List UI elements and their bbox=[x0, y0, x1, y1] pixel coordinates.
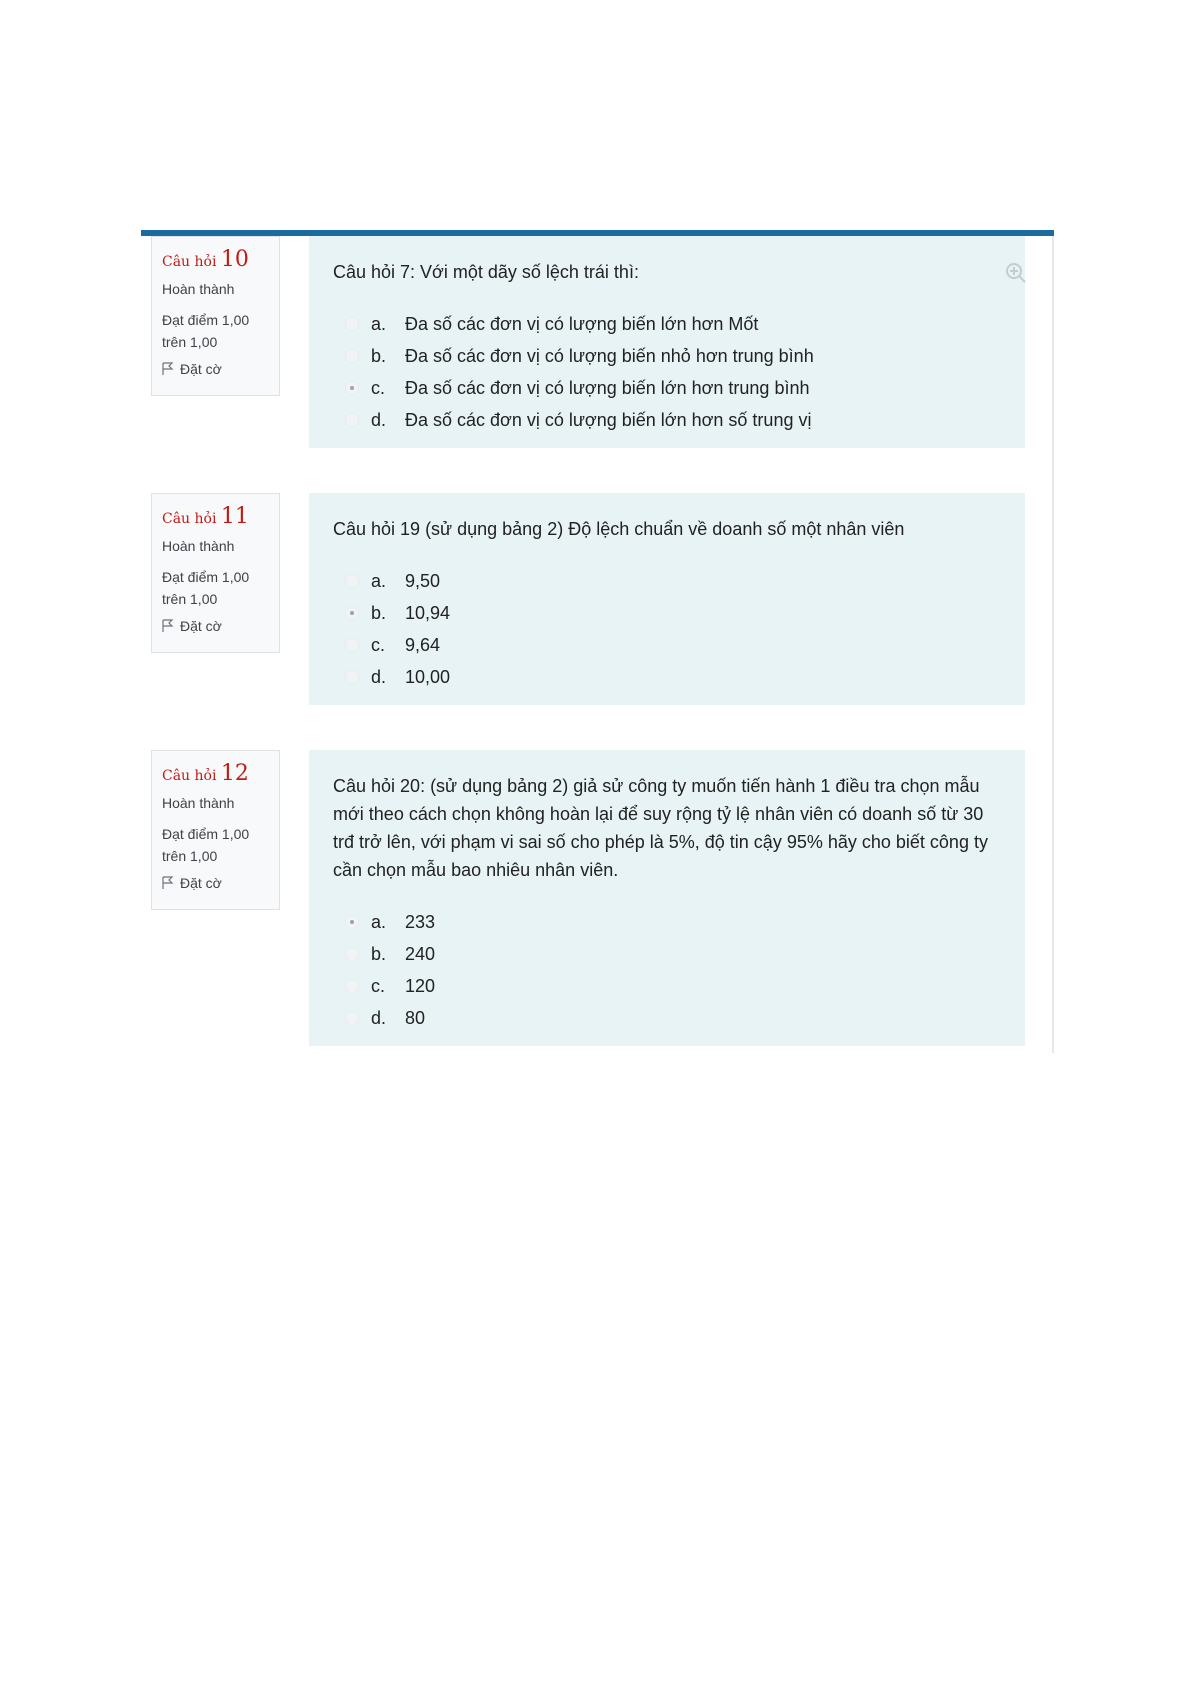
option-letter: d. bbox=[371, 1007, 387, 1028]
radio-button[interactable] bbox=[345, 349, 359, 363]
flag-label: Đặt cờ bbox=[180, 618, 222, 634]
option-text: Đa số các đơn vị có lượng biến lớn hơn trung bình bbox=[405, 377, 810, 398]
question-number-label: Câu hỏi bbox=[162, 254, 217, 270]
radio-button[interactable] bbox=[345, 574, 359, 588]
answer-option-b[interactable] bbox=[333, 340, 1005, 372]
option-text: 120 bbox=[405, 975, 436, 996]
answer-list bbox=[333, 308, 1005, 436]
grade-line-2: trên 1,00 bbox=[162, 591, 218, 607]
option-text: Đa số các đơn vị có lượng biến lớn hơn số trung vị bbox=[405, 409, 812, 430]
flag-question-button[interactable] bbox=[162, 359, 269, 379]
question-number bbox=[162, 761, 269, 789]
question-number bbox=[162, 504, 269, 532]
answer-option-a[interactable] bbox=[333, 308, 1005, 340]
flag-icon bbox=[162, 619, 174, 633]
question-number bbox=[162, 247, 269, 275]
question-grade bbox=[162, 566, 269, 610]
answer-option-d[interactable] bbox=[333, 404, 1005, 436]
answer-option-d[interactable] bbox=[333, 661, 1005, 693]
radio-button[interactable] bbox=[345, 1011, 359, 1025]
option-text: 9,50 bbox=[405, 570, 441, 591]
question-number-value: 12 bbox=[220, 761, 249, 786]
option-text: Đa số các đơn vị có lượng biến lớn hơn Mốt bbox=[405, 313, 759, 334]
option-text: 10,94 bbox=[405, 602, 451, 623]
question-number-value: 11 bbox=[220, 504, 249, 529]
option-letter: b. bbox=[371, 602, 387, 623]
question-number-label: Câu hỏi bbox=[162, 768, 217, 784]
question-grade bbox=[162, 309, 269, 353]
radio-button[interactable] bbox=[345, 979, 359, 993]
answer-option-c[interactable] bbox=[333, 372, 1005, 404]
question-state: Hoàn thành bbox=[162, 281, 235, 297]
option-letter: b. bbox=[371, 345, 387, 366]
answer-list bbox=[333, 906, 1005, 1034]
quiz-screenshot bbox=[141, 230, 1054, 1053]
question-content bbox=[309, 493, 1025, 705]
answer-list bbox=[333, 565, 1005, 693]
flag-icon bbox=[162, 362, 174, 376]
question-info bbox=[151, 750, 280, 910]
answer-option-b[interactable] bbox=[333, 597, 1005, 629]
option-letter: c. bbox=[371, 975, 386, 996]
option-letter: c. bbox=[371, 377, 386, 398]
flag-question-button[interactable] bbox=[162, 873, 269, 893]
radio-button-selected[interactable] bbox=[345, 915, 359, 929]
grade-line-1: Đạt điểm 1,00 bbox=[162, 826, 250, 842]
option-letter: a. bbox=[371, 570, 387, 591]
option-letter: a. bbox=[371, 313, 387, 334]
answer-option-c[interactable] bbox=[333, 629, 1005, 661]
answer-option-c[interactable] bbox=[333, 970, 1005, 1002]
grade-line-2: trên 1,00 bbox=[162, 848, 218, 864]
question-number-label: Câu hỏi bbox=[162, 511, 217, 527]
option-letter: d. bbox=[371, 409, 387, 430]
grade-line-1: Đạt điểm 1,00 bbox=[162, 569, 250, 585]
option-letter: d. bbox=[371, 666, 387, 687]
radio-button-selected[interactable] bbox=[345, 381, 359, 395]
option-text: 80 bbox=[405, 1007, 426, 1028]
grade-line-2: trên 1,00 bbox=[162, 334, 218, 350]
answer-option-a[interactable] bbox=[333, 906, 1005, 938]
radio-button-selected[interactable] bbox=[345, 606, 359, 620]
option-text: 9,64 bbox=[405, 634, 441, 655]
option-text: 10,00 bbox=[405, 666, 451, 687]
flag-question-button[interactable] bbox=[162, 616, 269, 636]
question-state: Hoàn thành bbox=[162, 795, 235, 811]
option-letter: b. bbox=[371, 943, 387, 964]
option-text: Đa số các đơn vị có lượng biến nhỏ hơn trung bình bbox=[405, 345, 814, 366]
zoom-icon[interactable] bbox=[1005, 262, 1027, 284]
option-text: 233 bbox=[405, 911, 436, 932]
option-letter: c. bbox=[371, 634, 386, 655]
question-text: Câu hỏi 19 (sử dụng bảng 2) Độ lệch chuẩn về doanh số một nhân viên bbox=[333, 519, 905, 539]
answer-option-a[interactable] bbox=[333, 565, 1005, 597]
flag-label: Đặt cờ bbox=[180, 875, 222, 891]
question-state: Hoàn thành bbox=[162, 538, 235, 554]
option-text: 240 bbox=[405, 943, 436, 964]
question-grade bbox=[162, 823, 269, 867]
radio-button[interactable] bbox=[345, 638, 359, 652]
question-text: Câu hỏi 20: (sử dụng bảng 2) giả sử công ty muốn tiến hành 1 điều tra chọn mẫu mới theo cách chọn không hoàn lại để suy rộng tỷ lệ nhân viên có doanh số từ 30 trđ trở lên, với phạm vi sai số cho phép là 5%, độ tin cậy 95% hãy cho biết công ty cần chọn mẫu bao nhiêu nhân viên. bbox=[333, 776, 988, 880]
radio-button[interactable] bbox=[345, 670, 359, 684]
answer-option-d[interactable] bbox=[333, 1002, 1005, 1034]
radio-button[interactable] bbox=[345, 413, 359, 427]
question-info bbox=[151, 493, 280, 653]
question-number-value: 10 bbox=[220, 247, 249, 272]
option-letter: a. bbox=[371, 911, 387, 932]
question-text: Câu hỏi 7: Với một dãy số lệch trái thì: bbox=[333, 262, 639, 282]
question-content bbox=[309, 750, 1025, 1046]
radio-button[interactable] bbox=[345, 947, 359, 961]
question-info bbox=[151, 236, 280, 396]
radio-button[interactable] bbox=[345, 317, 359, 331]
question-content bbox=[309, 236, 1025, 448]
flag-label: Đặt cờ bbox=[180, 361, 222, 377]
answer-option-b[interactable] bbox=[333, 938, 1005, 970]
scrollbar-track bbox=[1052, 236, 1054, 1053]
grade-line-1: Đạt điểm 1,00 bbox=[162, 312, 250, 328]
flag-icon bbox=[162, 876, 174, 890]
